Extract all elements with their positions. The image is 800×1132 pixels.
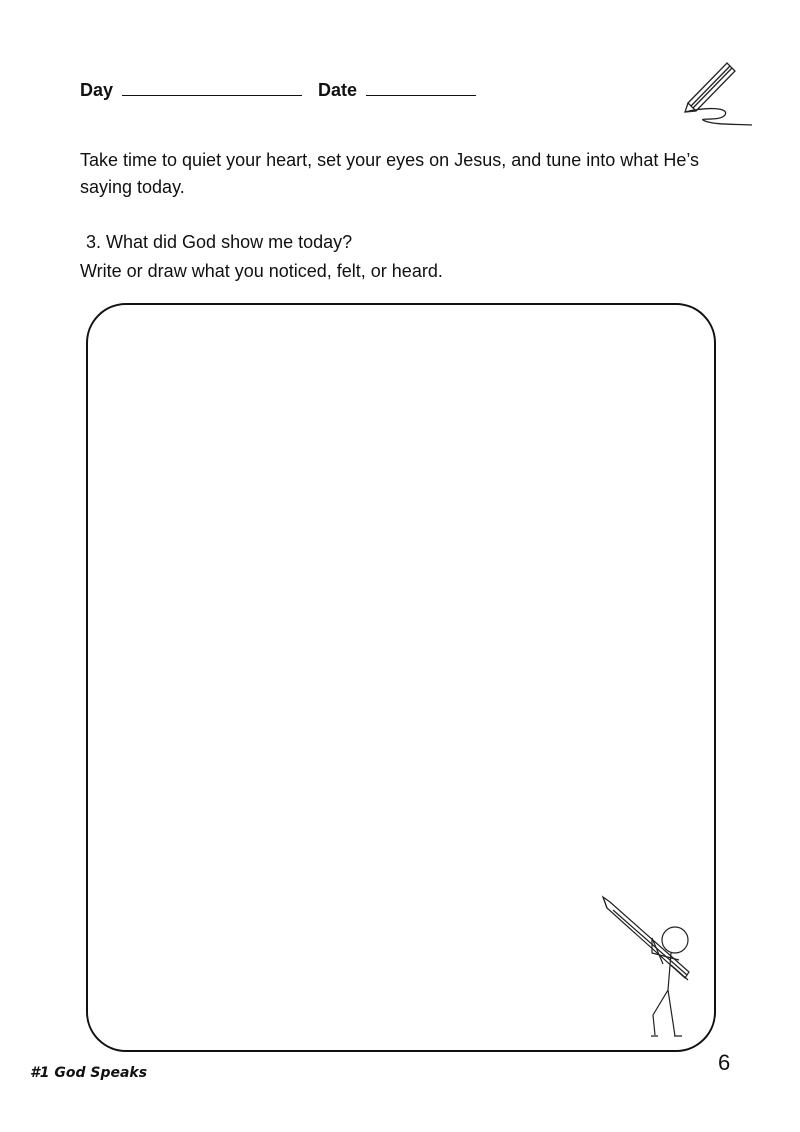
footer-title: #1 God Speaks bbox=[30, 1065, 148, 1081]
day-field bbox=[80, 80, 302, 101]
question-text: 3. What did God show me today? bbox=[86, 232, 353, 252]
day-label: Day bbox=[80, 80, 114, 100]
stick-figure-with-pencil-illustration bbox=[595, 890, 705, 1040]
day-input-line[interactable] bbox=[122, 81, 302, 96]
date-input-line[interactable] bbox=[366, 81, 476, 96]
date-label: Date bbox=[318, 80, 358, 100]
date-field bbox=[318, 80, 476, 101]
page-number: 6 bbox=[718, 1050, 731, 1075]
pencil-icon bbox=[680, 55, 755, 130]
instruction-text: Write or draw what you noticed, felt, or heard. bbox=[80, 261, 443, 281]
intro-text: Take time to quiet your heart, set your eyes on Jesus, and tune into what He’s saying today. bbox=[80, 150, 700, 197]
